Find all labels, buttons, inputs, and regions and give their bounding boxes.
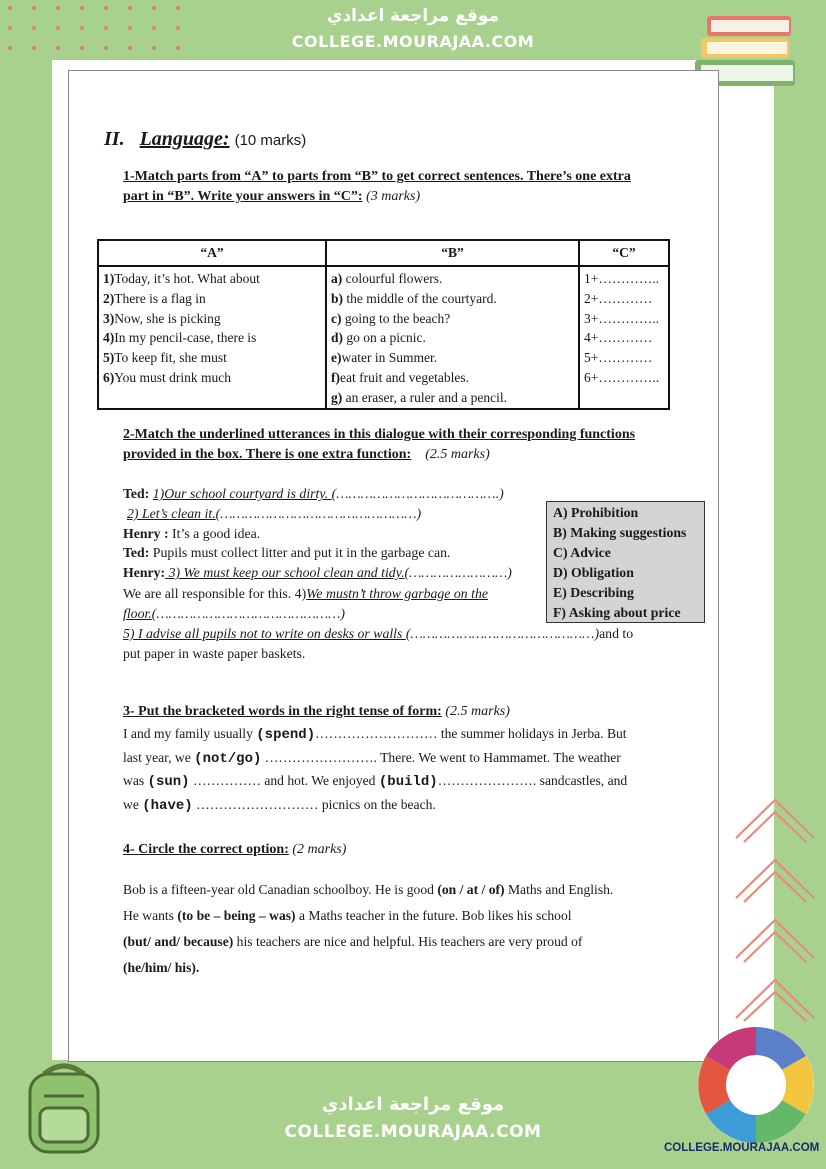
q2-heading-line1: 2-Match the underlined utterances in this dialogue with their corresponding functions: [123, 427, 636, 442]
c-answer-blank[interactable]: 2+…………: [584, 290, 653, 306]
q3-line: I and my family usually (spend)……………………… the summer holidays in Jerba. But: [123, 726, 627, 743]
q3-paragraph: [123, 723, 663, 817]
b-item: d) go on a picnic.: [331, 330, 426, 346]
frame-left: [0, 0, 52, 1169]
q2-marks: (2.5 marks): [425, 447, 490, 462]
matching-table: [97, 239, 670, 410]
answer-blank-4[interactable]: (………………………………………): [151, 606, 345, 621]
a-item: 4)In my pencil-case, there is: [103, 330, 257, 346]
q3-line: last year, we (not/go) ……………………. There. We went to Hammamet. The weather: [123, 749, 621, 767]
dialogue-line-7: floor.(………………………………………): [123, 606, 345, 621]
footer-banner: [262, 1076, 564, 1156]
backpack-icon: [14, 1056, 114, 1156]
section-number: II.: [104, 128, 125, 150]
dialogue-line-1: Ted: 1)Our school courtyard is dirty. (………………………………….): [123, 486, 504, 501]
answer-blank-3[interactable]: (……………………): [404, 565, 512, 580]
b-item: f)eat fruit and vegetables.: [331, 369, 469, 385]
option-group[interactable]: (to be – being – was): [177, 908, 296, 923]
q2-heading-line2: provided in the box. There is one extra function:: [123, 447, 412, 462]
b-item: g) an eraser, a ruler and a pencil.: [331, 389, 508, 405]
function-item: E) Describing: [553, 585, 634, 600]
answer-blank-1[interactable]: (………………………………….): [331, 486, 504, 501]
option-group[interactable]: (but/ and/ because): [123, 934, 234, 949]
dialogue-line-5: Henry: 3) We must keep our school clean and tidy.(……………………): [123, 565, 512, 580]
q3-heading: [123, 704, 510, 720]
dialogue-line-6: We are all responsible for this. 4)We mustn’t throw garbage on the: [123, 586, 488, 601]
q3-line: we (have) ……………………… picnics on the beach.: [123, 796, 436, 814]
c-answer-blank[interactable]: 6+…………..: [584, 369, 660, 385]
q4-heading: [123, 842, 346, 858]
section-title: [104, 128, 306, 151]
q4-marks: (2 marks): [292, 842, 347, 857]
answer-blank-5[interactable]: (………………………………………): [405, 626, 600, 641]
b-item: a) colourful flowers.: [331, 271, 443, 286]
a-item: 5)To keep fit, she must: [103, 350, 227, 366]
q4-paragraph: [123, 877, 663, 981]
b-item: b) the middle of the courtyard.: [331, 290, 497, 306]
option-group[interactable]: (on / at / of): [437, 882, 505, 897]
verb-blank[interactable]: …………………. sandcastles, and: [437, 773, 628, 788]
col-c-header: “C”: [579, 240, 669, 266]
c-answer-blank[interactable]: 1+…………..: [584, 271, 660, 286]
a-item: 1)Today, it’s hot. What about: [103, 271, 260, 286]
c-answer-blank[interactable]: 3+…………..: [584, 310, 660, 326]
c-answer-blank[interactable]: 5+…………: [584, 350, 653, 366]
q3-marks: (2.5 marks): [445, 704, 510, 719]
dialogue-line-8: 5) I advise all pupils not to write on desks or walls (………………………………………)and to: [123, 626, 634, 641]
q4-line: (but/ and/ because) his teachers are nice and helpful. His teachers are very proud of: [123, 934, 583, 949]
function-item: A) Prohibition: [553, 505, 639, 520]
section-name: Language:: [139, 128, 230, 150]
dialogue-line-3: Henry : It’s a good idea.: [123, 526, 261, 541]
q1-heading-2: [123, 189, 420, 205]
verb-blank[interactable]: ……………………… the summer holidays in Jerba. But: [315, 726, 627, 741]
col-b-header: “B”: [326, 240, 579, 266]
q4-line: [123, 955, 663, 981]
q1-marks: (3 marks): [366, 189, 421, 204]
footer-site-arabic: موقع مراجعة اعدادي: [321, 1094, 505, 1115]
dialogue-line-9: put paper in waste paper baskets.: [123, 646, 306, 661]
q1-heading-line1: 1-Match parts from “A” to parts from “B” to get correct sentences. There’s one extra: [123, 169, 631, 184]
header-site-url[interactable]: COLLEGE.MOURAJAA.COM: [291, 32, 535, 51]
wheel-site-url[interactable]: COLLEGE.MOURAJAA.COM: [664, 1142, 820, 1154]
a-item: 2)There is a flag in: [103, 290, 206, 306]
function-item: C) Advice: [553, 545, 611, 560]
chevron-up-icons: [730, 792, 820, 1022]
q4-line: He wants (to be – being – was) a Maths teacher in the future. Bob likes his school: [123, 908, 572, 923]
col-a-header: “A”: [98, 240, 326, 266]
col-a-items: [98, 266, 326, 409]
function-item: D) Obligation: [553, 565, 634, 580]
function-item: F) Asking about price: [553, 605, 681, 620]
q1-heading: [123, 169, 631, 185]
col-c-answers: [579, 266, 669, 409]
a-item: 6)You must drink much: [103, 369, 232, 385]
education-wheel-icon: [695, 1024, 817, 1146]
q1-heading-line2: part in “B”. Write your answers in “C”:: [123, 189, 363, 204]
section-marks: (10 marks): [234, 132, 307, 149]
q3-heading-text: 3- Put the bracketed words in the right tense of form:: [123, 704, 442, 719]
header-site-arabic: موقع مراجعة اعدادي: [326, 6, 500, 26]
option-group[interactable]: (he/him/ his).: [123, 960, 200, 975]
q2-heading: [123, 427, 635, 443]
q3-line: was (sun) …………… and hot. We enjoyed (build)…………………. sandcastles, and: [123, 773, 628, 790]
function-item: B) Making suggestions: [553, 525, 687, 540]
verb-blank[interactable]: …………… and hot. We enjoyed: [189, 773, 379, 788]
answer-blank-2[interactable]: (…………………………………………): [215, 506, 422, 521]
b-item: c) going to the beach?: [331, 310, 451, 326]
verb-blank[interactable]: ……………………… picnics on the beach.: [192, 796, 436, 812]
dialogue-line-2: 2) Let’s clean it.(…………………………………………): [127, 506, 422, 521]
decorative-dots: [0, 0, 200, 60]
q2-heading-2: [123, 447, 490, 463]
col-b-items: [326, 266, 579, 409]
q4-line: Bob is a fifteen-year old Canadian schoolboy. He is good (on / at / of) Maths and English.: [123, 882, 614, 897]
b-item: e)water in Summer.: [331, 350, 438, 366]
dialogue-line-4: Ted: Pupils must collect litter and put it in the garbage can.: [123, 545, 451, 560]
a-item: 3)Now, she is picking: [103, 310, 221, 326]
footer-site-url[interactable]: COLLEGE.MOURAJAA.COM: [284, 1122, 542, 1142]
c-answer-blank[interactable]: 4+…………: [584, 330, 653, 346]
q4-heading-text: 4- Circle the correct option:: [123, 842, 289, 857]
functions-box: [546, 501, 705, 623]
verb-blank[interactable]: ……………………. There. We went to Hammamet. The weather: [261, 749, 621, 765]
